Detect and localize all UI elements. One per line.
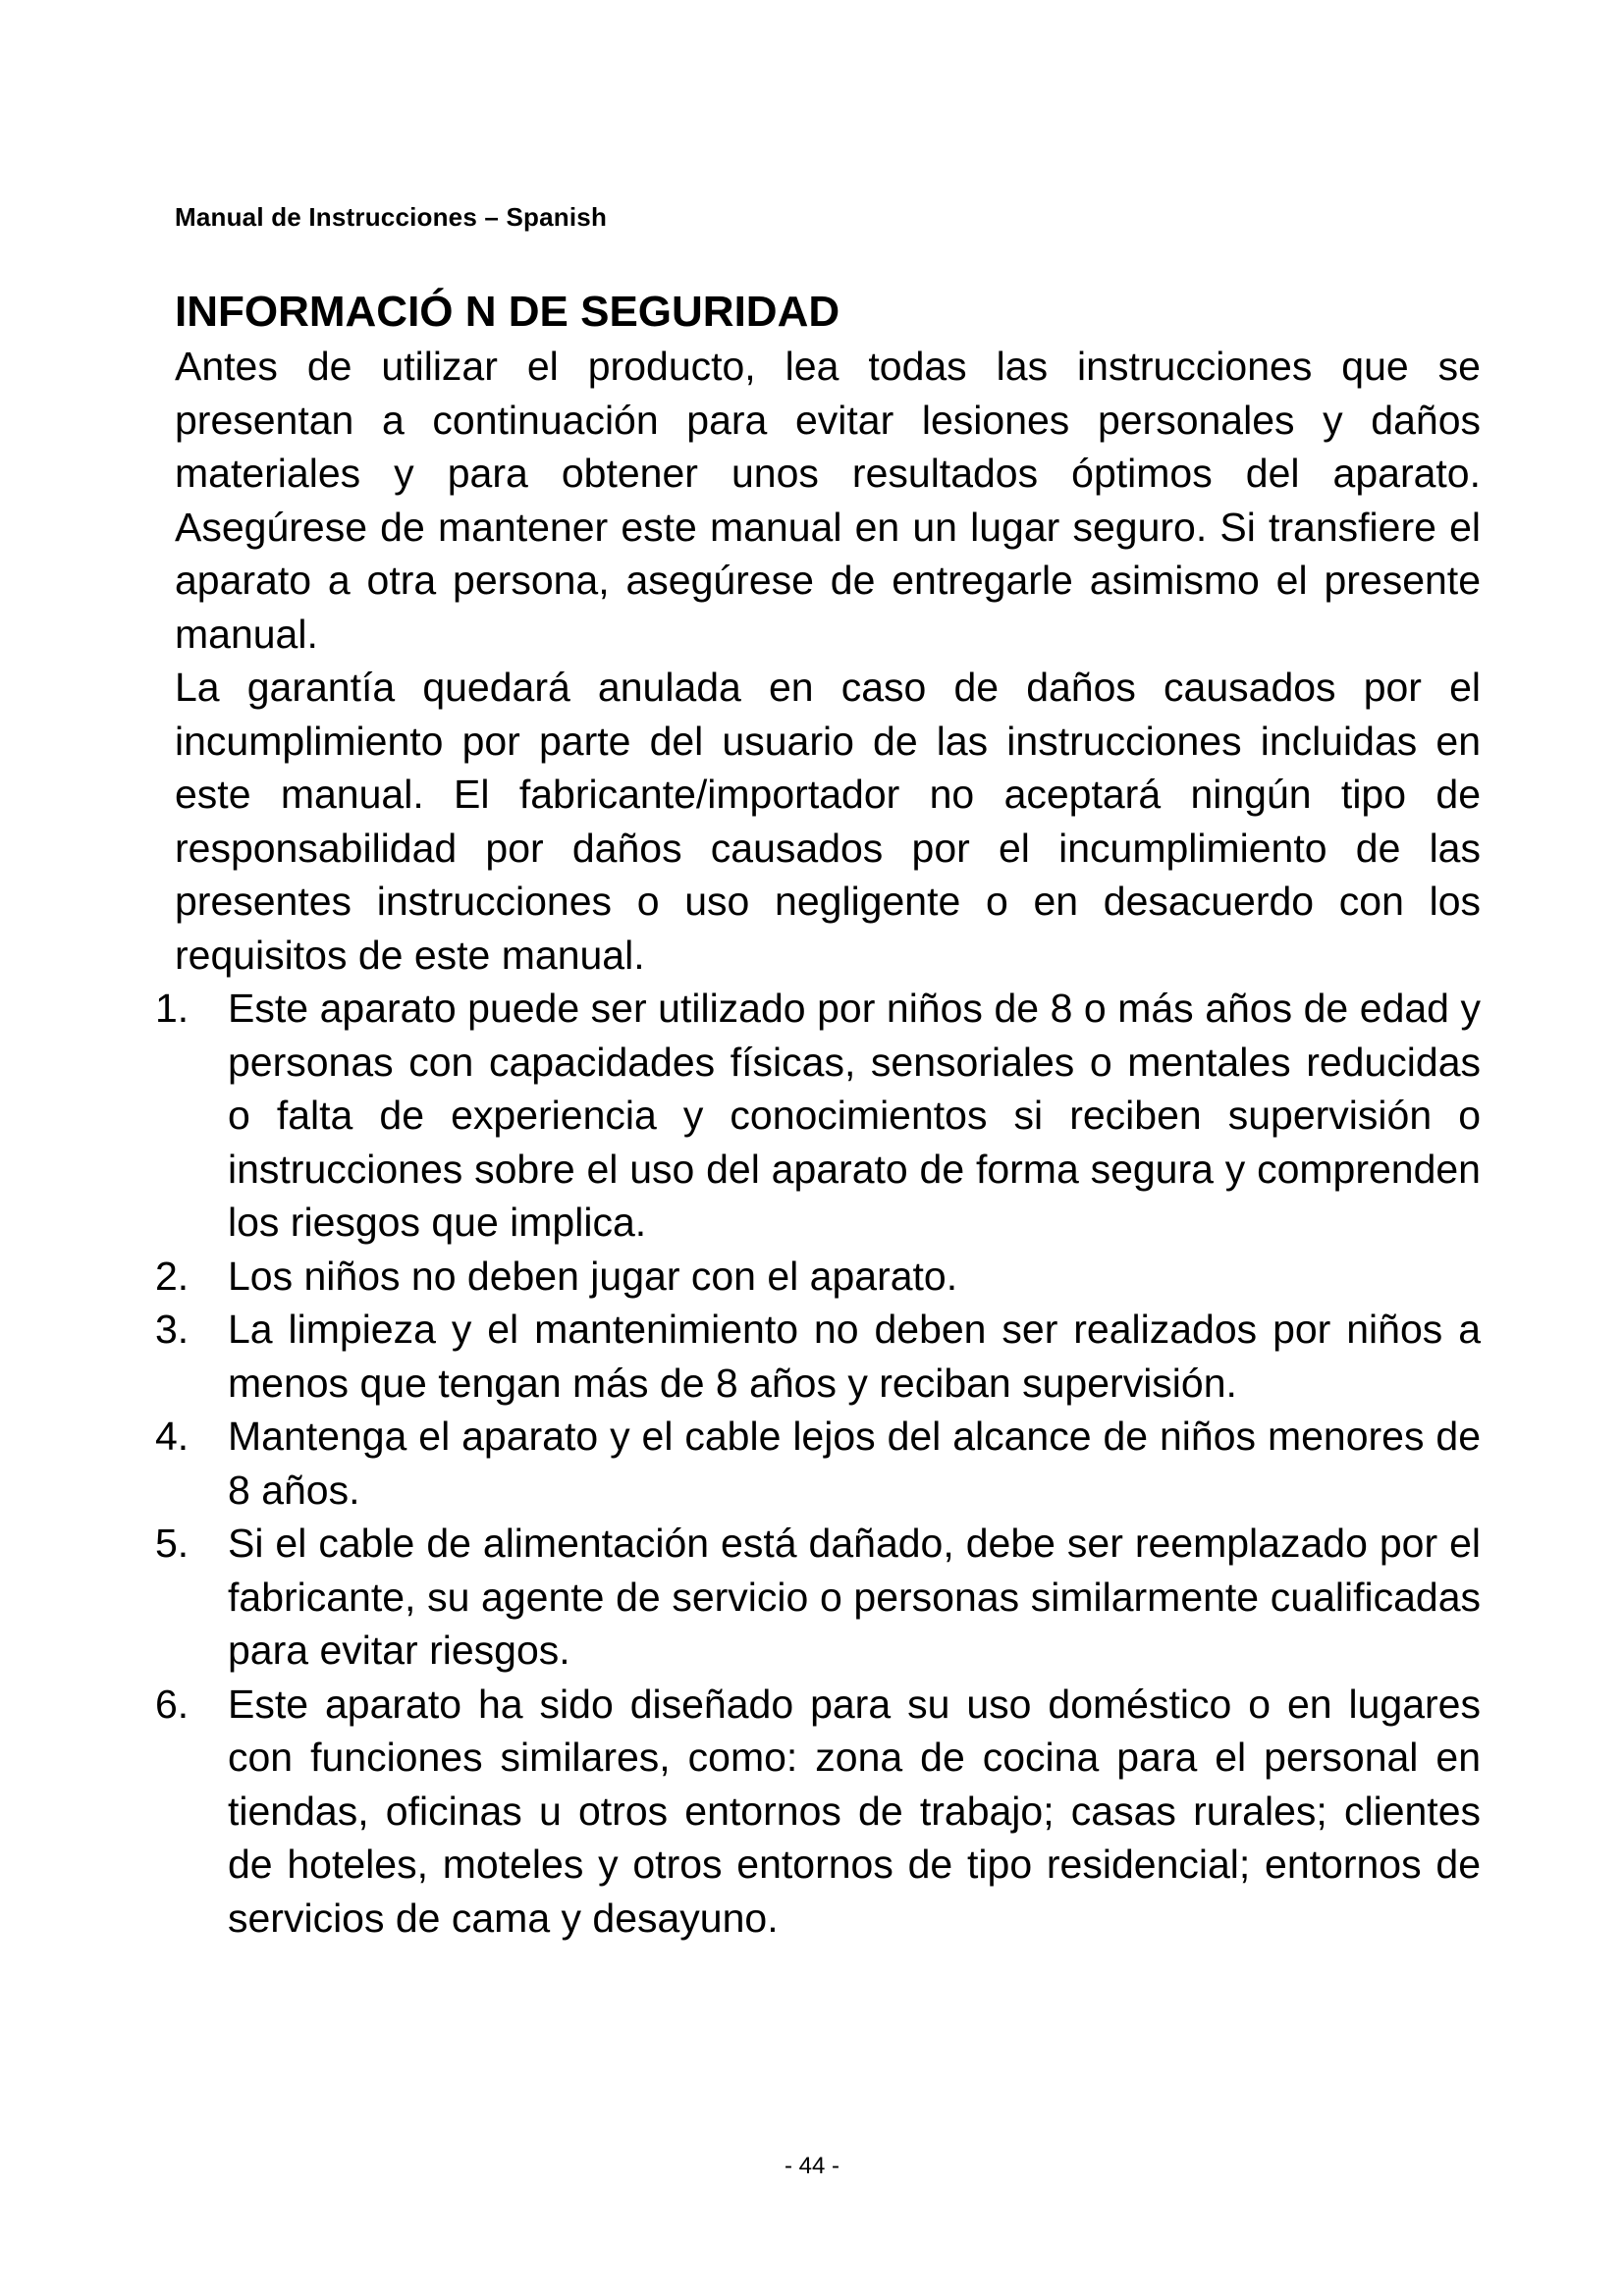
list-item-text: La limpieza y el mantenimiento no deben ser realizados por niños a menos que tengan más de 8 años y reciban supervisión. bbox=[228, 1307, 1481, 1406]
list-item-number: 2. bbox=[155, 1253, 189, 1299]
running-header: Manual de Instrucciones – Spanish bbox=[175, 202, 608, 232]
list-item-number: 1. bbox=[155, 986, 189, 1031]
list-item-text: Los niños no deben jugar con el aparato. bbox=[228, 1253, 958, 1299]
list-item bbox=[155, 1410, 1481, 1517]
page-number: - 44 - bbox=[784, 2153, 839, 2179]
list-item bbox=[155, 1303, 1481, 1410]
safety-section bbox=[155, 285, 1481, 1945]
list-item-text: Este aparato ha sido diseñado para su uso doméstico o en lugares con funciones similares, como: zona de cocina para el personal en tiendas, oficinas u otros entornos de trabajo; casas rurales; clientes de hoteles, moteles y otros entornos de tipo residencial; entornos de servicios de cama y desayuno. bbox=[228, 1681, 1481, 1941]
list-item bbox=[155, 1678, 1481, 1946]
safety-rules-list bbox=[155, 982, 1481, 1945]
list-item-number: 6. bbox=[155, 1681, 189, 1727]
list-item bbox=[155, 1517, 1481, 1678]
list-item-text: Mantenga el aparato y el cable lejos del alcance de niños menores de 8 años. bbox=[228, 1414, 1481, 1513]
intro-paragraph-2: La garantía quedará anulada en caso de daños causados por el incumplimiento por parte del usuario de las instrucciones incluidas en este manual. El fabricante/importador no aceptará ningún tipo de responsabilidad por daños causados por el incumplimiento de las presentes instrucciones o uso negligente o en desacuerdo con los requisitos de este manual. bbox=[175, 665, 1481, 978]
list-item-number: 5. bbox=[155, 1521, 189, 1566]
list-item-text: Este aparato puede ser utilizado por niños de 8 o más años de edad y personas con capacidades físicas, sensoriales o mentales reducidas o falta de experiencia y conocimientos si reciben supervisión o instrucciones sobre el uso del aparato de forma segura y comprenden los riesgos que implica. bbox=[228, 986, 1481, 1245]
list-item bbox=[155, 982, 1481, 1250]
intro-paragraph-1: Antes de utilizar el producto, lea todas las instrucciones que se presentan a continuación para evitar lesiones personales y daños materiales y para obtener unos resultados óptimos del aparato. Asegúrese de mantener este manual en un lugar seguro. Si transfiere el aparato a otra persona, asegúrese de entregarle asimismo el presente manual. bbox=[175, 344, 1481, 657]
list-item bbox=[155, 1250, 1481, 1304]
section-title: INFORMACIÓ N DE SEGURIDAD bbox=[175, 288, 840, 336]
list-item-number: 4. bbox=[155, 1414, 189, 1459]
list-item-number: 3. bbox=[155, 1307, 189, 1352]
list-item-text: Si el cable de alimentación está dañado, debe ser reemplazado por el fabricante, su agente de servicio o personas similarmente cualificadas para evitar riesgos. bbox=[228, 1521, 1481, 1673]
